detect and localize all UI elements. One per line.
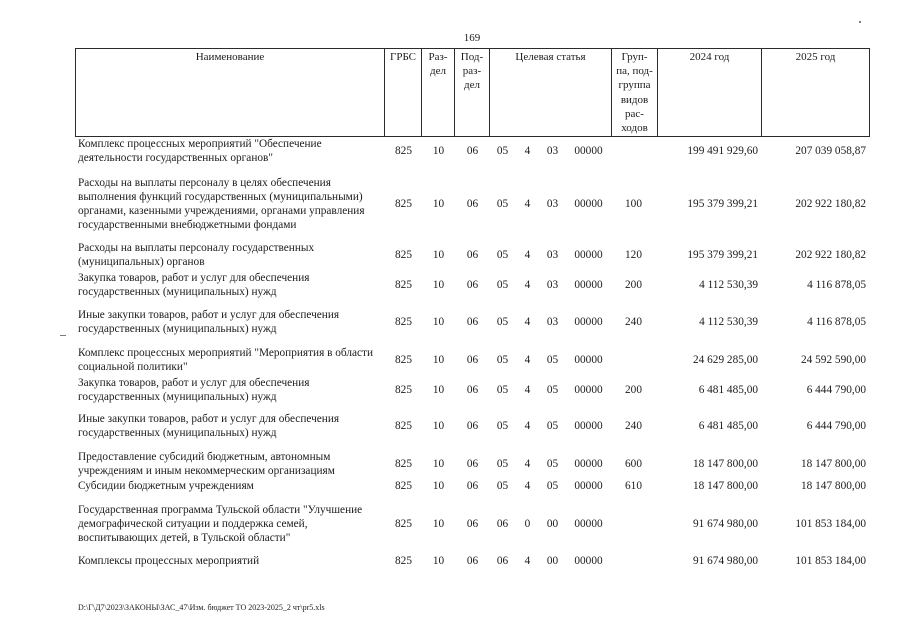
row-subsection: 06 — [466, 145, 479, 157]
row-target-type: 4 — [524, 555, 531, 567]
row-amount-2025: 101 853 184,00 — [795, 518, 866, 530]
row-grbs: 825 — [395, 249, 412, 261]
row-target-direction: 05 — [546, 480, 559, 492]
row-grbs: 825 — [395, 420, 412, 432]
table-row — [75, 412, 870, 440]
row-target-program: 05 — [496, 354, 509, 366]
row-target-direction: 00 — [546, 518, 559, 530]
row-grbs: 825 — [395, 279, 412, 291]
table-row — [75, 503, 870, 545]
row-target-direction: 05 — [546, 384, 559, 396]
row-target-direction: 05 — [546, 354, 559, 366]
row-target-program: 05 — [496, 480, 509, 492]
header-grbs: ГРБС — [385, 49, 422, 136]
row-expense-group: 240 — [625, 420, 642, 432]
row-section: 10 — [432, 480, 445, 492]
row-target-type: 4 — [524, 384, 531, 396]
row-name: Иные закупки товаров, работ и услуг для обеспечения государственных (муниципальных) нужд — [78, 309, 340, 335]
row-section: 10 — [432, 249, 445, 261]
row-section: 10 — [432, 458, 445, 470]
row-target-direction: 05 — [546, 420, 559, 432]
row-amount-2025: 4 116 878,05 — [807, 279, 866, 291]
row-expense-group: 610 — [625, 480, 642, 492]
row-section: 10 — [432, 316, 445, 328]
row-subsection: 06 — [466, 420, 479, 432]
row-target-code: 00000 — [574, 420, 603, 432]
row-subsection: 06 — [466, 316, 479, 328]
row-target-direction: 03 — [546, 316, 559, 328]
table-row — [75, 450, 870, 478]
row-expense-group: 240 — [625, 316, 642, 328]
row-subsection: 06 — [466, 279, 479, 291]
row-target-program: 06 — [496, 555, 509, 567]
row-section: 10 — [432, 420, 445, 432]
row-name: Расходы на выплаты персоналу государственных (муниципальных) органов — [78, 242, 315, 268]
row-target-code: 00000 — [574, 198, 603, 210]
row-amount-2025: 202 922 180,82 — [795, 249, 866, 261]
row-target-program: 05 — [496, 145, 509, 157]
row-target-program: 06 — [496, 518, 509, 530]
row-grbs: 825 — [395, 198, 412, 210]
row-amount-2025: 18 147 800,00 — [801, 480, 866, 492]
row-target-type: 4 — [524, 279, 531, 291]
row-target-code: 00000 — [574, 458, 603, 470]
header-expense-group: Груп- па, под- группа видов рас- ходов — [612, 49, 658, 136]
row-name: Государственная программа Тульской области "Улучшение демографической ситуации и поддержка семей, воспитывающих детей, в Тульской области" — [78, 504, 363, 544]
row-amount-2025: 6 444 790,00 — [806, 420, 866, 432]
row-subsection: 06 — [466, 354, 479, 366]
row-expense-group: 100 — [625, 198, 642, 210]
table-row — [75, 554, 870, 568]
row-subsection: 06 — [466, 249, 479, 261]
row-expense-group: 200 — [625, 384, 642, 396]
table-row — [75, 308, 870, 336]
table-row — [75, 241, 870, 269]
row-target-code: 00000 — [574, 316, 603, 328]
table-row — [75, 346, 870, 374]
row-subsection: 06 — [466, 458, 479, 470]
row-amount-2024: 195 379 399,21 — [687, 249, 758, 261]
header-subsection: Под- раз- дел — [455, 49, 490, 136]
row-amount-2024: 18 147 800,00 — [693, 480, 758, 492]
row-target-type: 4 — [524, 354, 531, 366]
row-target-type: 4 — [524, 249, 531, 261]
row-amount-2025: 18 147 800,00 — [801, 458, 866, 470]
row-target-type: 4 — [524, 145, 531, 157]
row-name: Иные закупки товаров, работ и услуг для обеспечения государственных (муниципальных) нужд — [78, 413, 340, 439]
row-subsection: 06 — [466, 198, 479, 210]
row-target-code: 00000 — [574, 279, 603, 291]
row-target-type: 4 — [524, 480, 531, 492]
row-amount-2024: 199 491 929,60 — [687, 145, 758, 157]
header-name: Наименование — [75, 49, 385, 136]
row-grbs: 825 — [395, 354, 412, 366]
row-target-direction: 05 — [546, 458, 559, 470]
row-target-direction: 00 — [546, 555, 559, 567]
table-header — [75, 48, 870, 137]
row-amount-2024: 6 481 485,00 — [698, 384, 758, 396]
row-section: 10 — [432, 198, 445, 210]
row-amount-2024: 91 674 980,00 — [693, 555, 758, 567]
table-row — [75, 137, 870, 165]
row-target-type: 4 — [524, 198, 531, 210]
row-target-code: 00000 — [574, 480, 603, 492]
row-section: 10 — [432, 354, 445, 366]
row-target-type: 0 — [524, 518, 531, 530]
row-target-code: 00000 — [574, 518, 603, 530]
table-row — [75, 479, 870, 493]
row-expense-group: 600 — [625, 458, 642, 470]
row-target-program: 05 — [496, 249, 509, 261]
row-target-program: 05 — [496, 420, 509, 432]
row-target-direction: 03 — [546, 198, 559, 210]
row-amount-2025: 207 039 058,87 — [795, 145, 866, 157]
row-name: Комплекс процессных мероприятий "Мероприятия в области социальной политики" — [78, 347, 374, 373]
row-amount-2025: 6 444 790,00 — [806, 384, 866, 396]
row-amount-2025: 202 922 180,82 — [795, 198, 866, 210]
header-year-2025: 2025 год — [762, 49, 870, 136]
row-target-program: 05 — [496, 279, 509, 291]
row-target-code: 00000 — [574, 249, 603, 261]
row-amount-2024: 91 674 980,00 — [693, 518, 758, 530]
row-target-code: 00000 — [574, 354, 603, 366]
row-amount-2024: 18 147 800,00 — [693, 458, 758, 470]
table-row — [75, 176, 870, 232]
row-amount-2024: 4 112 530,39 — [699, 279, 758, 291]
row-expense-group: 120 — [625, 249, 642, 261]
row-name: Комплекс процессных мероприятий "Обеспечение деятельности государственных органов" — [78, 138, 322, 164]
row-target-type: 4 — [524, 458, 531, 470]
row-grbs: 825 — [395, 458, 412, 470]
row-amount-2024: 24 629 285,00 — [693, 354, 758, 366]
row-section: 10 — [432, 518, 445, 530]
row-subsection: 06 — [466, 555, 479, 567]
row-amount-2025: 101 853 184,00 — [795, 555, 866, 567]
row-name: Закупка товаров, работ и услуг для обеспечения государственных (муниципальных) нужд — [78, 272, 310, 298]
row-amount-2024: 6 481 485,00 — [698, 420, 758, 432]
row-amount-2024: 4 112 530,39 — [699, 316, 758, 328]
row-target-direction: 03 — [546, 249, 559, 261]
row-name: Субсидии бюджетным учреждениям — [78, 480, 254, 492]
row-target-direction: 03 — [546, 145, 559, 157]
row-target-program: 05 — [496, 458, 509, 470]
table-row — [75, 376, 870, 404]
header-year-2024: 2024 год — [658, 49, 762, 136]
table-row — [75, 271, 870, 299]
scan-speck — [859, 21, 861, 23]
row-target-code: 00000 — [574, 384, 603, 396]
row-target-program: 05 — [496, 198, 509, 210]
row-amount-2025: 4 116 878,05 — [807, 316, 866, 328]
row-section: 10 — [432, 145, 445, 157]
row-expense-group: 200 — [625, 279, 642, 291]
page-number: 169 — [463, 32, 481, 44]
scan-speck — [60, 335, 66, 336]
row-grbs: 825 — [395, 316, 412, 328]
row-section: 10 — [432, 555, 445, 567]
row-grbs: 825 — [395, 518, 412, 530]
row-section: 10 — [432, 279, 445, 291]
row-target-program: 05 — [496, 316, 509, 328]
row-target-direction: 03 — [546, 279, 559, 291]
row-amount-2025: 24 592 590,00 — [801, 354, 866, 366]
row-section: 10 — [432, 384, 445, 396]
row-name: Комплексы процессных мероприятий — [78, 555, 260, 567]
row-grbs: 825 — [395, 480, 412, 492]
header-target-article: Целевая статья — [490, 49, 612, 136]
row-grbs: 825 — [395, 384, 412, 396]
row-target-program: 05 — [496, 384, 509, 396]
row-target-type: 4 — [524, 316, 531, 328]
row-target-type: 4 — [524, 420, 531, 432]
row-target-code: 00000 — [574, 555, 603, 567]
footer-file-path: D:\Г\Д7\2023\ЗАКОНЫ\ЗАС_47\Изм. бюджет ТО 2023-2025_2 чт\pr5.xls — [78, 603, 325, 612]
row-target-code: 00000 — [574, 145, 603, 157]
row-name: Расходы на выплаты персоналу в целях обеспечения выполнения функций государственных (муниципальными) органами, казенными учреждениями, органами управления государственными внебюджетными фондами — [78, 177, 365, 231]
row-subsection: 06 — [466, 480, 479, 492]
row-amount-2024: 195 379 399,21 — [687, 198, 758, 210]
row-grbs: 825 — [395, 555, 412, 567]
row-grbs: 825 — [395, 145, 412, 157]
row-name: Предоставление субсидий бюджетным, автономным учреждениям и иным некоммерческим организациям — [78, 451, 335, 477]
row-subsection: 06 — [466, 384, 479, 396]
header-section: Раз- дел — [422, 49, 455, 136]
row-name: Закупка товаров, работ и услуг для обеспечения государственных (муниципальных) нужд — [78, 377, 310, 403]
row-subsection: 06 — [466, 518, 479, 530]
